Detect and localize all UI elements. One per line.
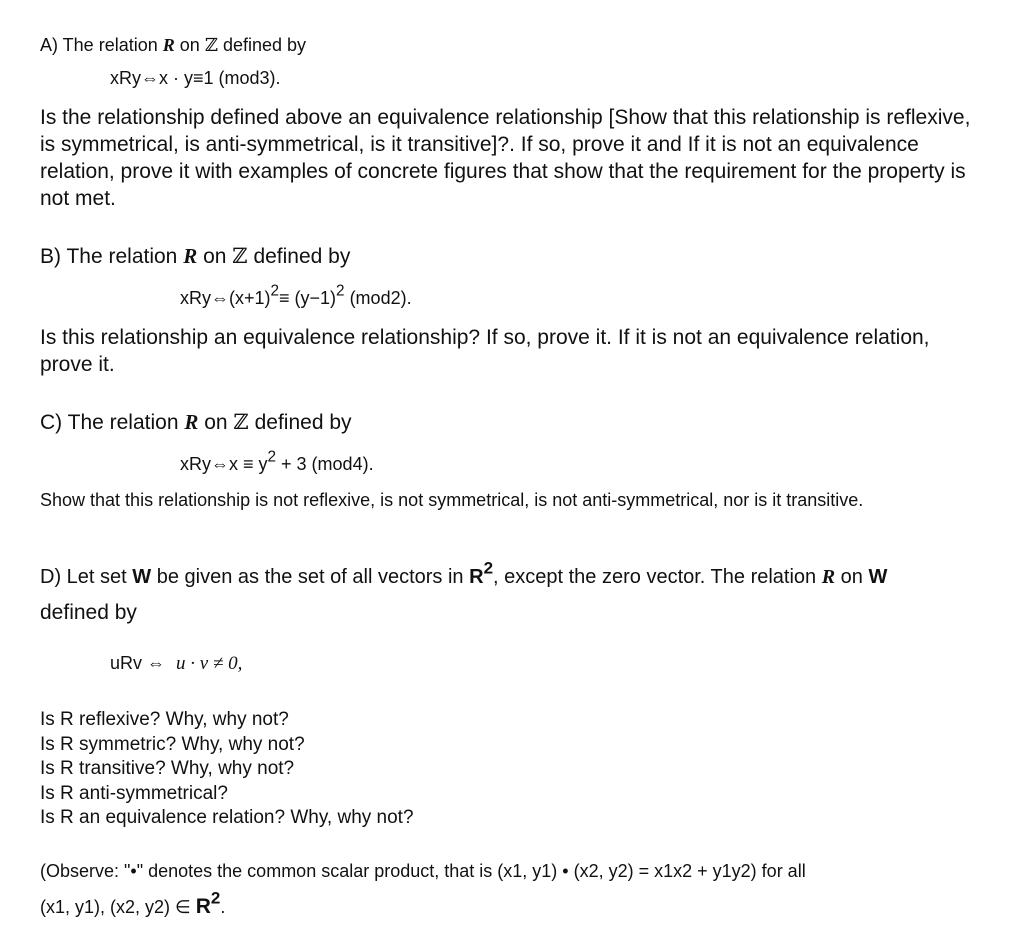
on-word: on xyxy=(203,245,227,268)
section-b-label: B) The relation xyxy=(40,245,178,268)
intro-text: D) Let set xyxy=(40,566,133,588)
exponent: 2 xyxy=(336,282,345,300)
defined-by-text: defined by xyxy=(254,411,352,434)
relation-symbol: R xyxy=(183,244,198,268)
section-c-statement: Show that this relationship is not reflexive, is not symmetrical, is not anti-symmetrical, nor is it transitive. xyxy=(40,490,864,510)
defined-by-text: defined by xyxy=(253,245,351,268)
section-d-intro xyxy=(40,558,888,589)
integers-symbol: ℤ xyxy=(204,35,218,56)
section-b-heading xyxy=(40,244,350,269)
section-d-formula xyxy=(110,653,242,675)
formula-part: xRy⇔x ≡ y xyxy=(180,454,268,474)
formula-part: ≡ (y−1) xyxy=(279,288,337,308)
section-a-question: Is the relationship defined above an equivalence relationship [Show that this relationship is reflexive, is symmetrical, is anti-symmetrical, is it transitive]?. If so, prove it and If it is not an equivalence relation, prove it with examples of concrete figures that show that the requirement for the property is not met. xyxy=(40,106,971,210)
question-item: Is R anti-symmetrical? xyxy=(40,782,228,804)
question-item: Is R symmetric? Why, why not? xyxy=(40,733,305,755)
exponent: 2 xyxy=(210,888,221,908)
formula-math: u · v ≠ 0, xyxy=(176,653,243,674)
on-word: on xyxy=(204,411,228,434)
formula-part: + 3 (mod4). xyxy=(276,454,374,474)
intro-text: , except the zero vector. The relation xyxy=(493,566,822,588)
observe-text: . xyxy=(220,897,226,917)
section-b-question: Is this relationship an equivalence relationship? If so, prove it. If it is not an equivalence relation, prove it. xyxy=(40,326,930,376)
element-of-symbol: ∈ xyxy=(175,897,191,917)
section-c-heading xyxy=(40,410,352,435)
r2-symbol: R xyxy=(469,566,484,588)
set-w: W xyxy=(132,566,152,588)
section-c-label: C) The relation xyxy=(40,411,179,434)
exponent: 2 xyxy=(267,448,277,466)
section-a-label: A) The relation xyxy=(40,35,158,55)
section-d-defined-by: defined by xyxy=(40,601,137,624)
question-item: Is R transitive? Why, why not? xyxy=(40,758,295,779)
observe-line-1: (Observe: "•" denotes the common scalar product, that is (x1, y1) • (x2, y2) = x1x2 + y1y2) for all xyxy=(40,861,806,881)
formula-lhs: uRv ⇔ xyxy=(110,653,166,673)
integers-symbol: ℤ xyxy=(232,244,248,268)
on-word: on xyxy=(179,35,200,55)
intro-text: be given as the set of all vectors in xyxy=(151,566,470,588)
section-c-formula xyxy=(180,448,374,475)
question-item: Is R an equivalence relation? Why, why not? xyxy=(40,807,414,828)
set-w: W xyxy=(868,566,888,588)
relation-symbol: R xyxy=(184,410,199,434)
exponent: 2 xyxy=(270,282,280,300)
observe-text: (x1, y1), (x2, y2) xyxy=(40,897,171,917)
relation-symbol: R xyxy=(162,35,175,55)
observe-line-2 xyxy=(40,888,226,919)
intro-text: on xyxy=(835,566,869,588)
section-b-formula xyxy=(180,282,412,309)
section-a-formula: xRy⇔x · y≡1 (mod3). xyxy=(110,68,281,88)
integers-symbol: ℤ xyxy=(233,410,249,434)
formula-part: xRy⇔(x+1) xyxy=(180,288,271,308)
question-item: Is R reflexive? Why, why not? xyxy=(40,709,289,730)
exponent: 2 xyxy=(483,558,494,578)
r2-symbol: R xyxy=(195,895,211,918)
relation-symbol: R xyxy=(821,566,836,588)
formula-part: (mod2). xyxy=(344,288,412,308)
section-a-heading xyxy=(40,35,306,56)
defined-by-text: defined by xyxy=(222,35,307,55)
section-d-questions xyxy=(40,708,414,831)
